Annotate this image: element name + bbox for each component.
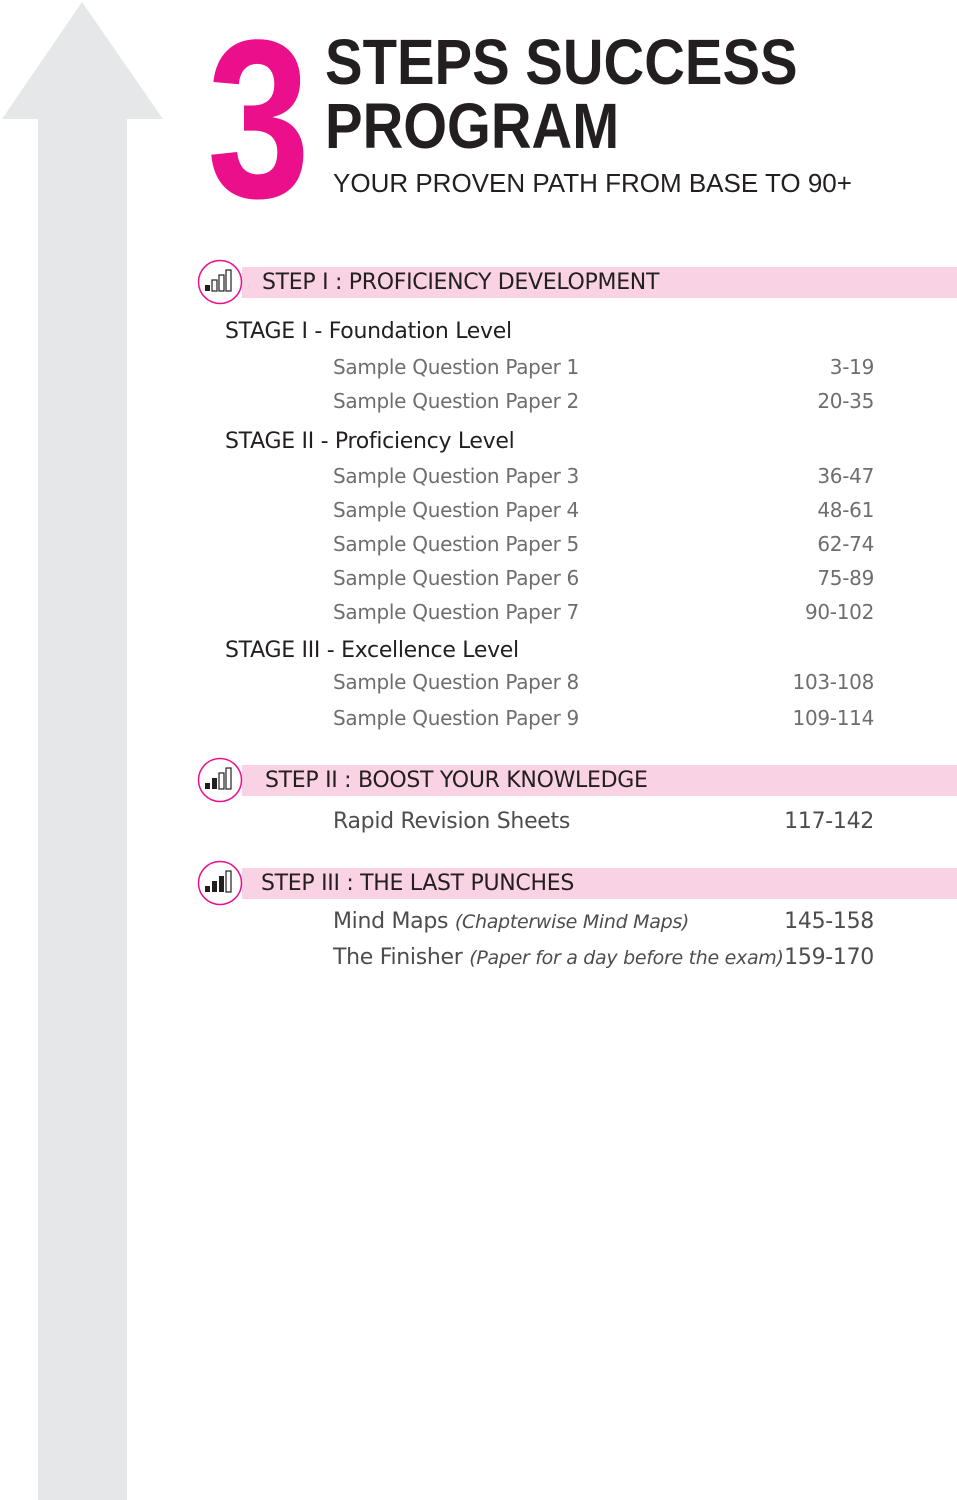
step-2-title: STEP II : BOOST YOUR KNOWLEDGE <box>265 768 648 793</box>
list-item-pages: 36-47 <box>817 464 874 488</box>
list-item-pages: 103-108 <box>792 670 874 694</box>
title-line-1: STEPS SUCCESS <box>325 26 798 98</box>
list-item-label: Mind Maps <box>333 909 449 934</box>
list-item-label: Sample Question Paper 8 <box>333 670 579 694</box>
page-title <box>325 26 798 162</box>
list-item-label: The Finisher <box>333 945 463 970</box>
progress-arrow <box>0 0 170 1500</box>
list-item-pages: 20-35 <box>817 389 874 413</box>
list-item-pages: 90-102 <box>804 600 874 624</box>
list-item-label: Sample Question Paper 4 <box>333 498 579 522</box>
list-item <box>333 464 874 490</box>
signal-bars-icon <box>197 259 243 305</box>
list-item <box>333 532 874 558</box>
list-item-note: (Paper for a day before the exam) <box>469 947 784 969</box>
list-item-pages: 48-61 <box>817 498 874 522</box>
step-1-title: STEP I : PROFICIENCY DEVELOPMENT <box>262 270 660 295</box>
list-item-label: Sample Question Paper 2 <box>333 389 579 413</box>
list-item-pages: 117-142 <box>784 809 874 834</box>
title-line-2: PROGRAM <box>325 90 620 162</box>
step-count-number: 3 <box>207 0 307 245</box>
page-subtitle: YOUR PROVEN PATH FROM BASE TO 90+ <box>333 168 852 198</box>
list-item-pages: 145-158 <box>784 909 874 934</box>
list-item-label: Sample Question Paper 5 <box>333 532 579 556</box>
list-item-pages: 3-19 <box>829 355 874 379</box>
list-item <box>333 498 874 524</box>
list-item-label: Rapid Revision Sheets <box>333 809 571 834</box>
stage-3-title: STAGE III - Excellence Level <box>225 638 519 663</box>
list-item <box>333 389 874 415</box>
list-item <box>333 566 874 592</box>
list-item-note: (Chapterwise Mind Maps) <box>454 911 690 933</box>
signal-bars-icon <box>197 860 243 906</box>
list-item <box>333 600 874 626</box>
list-item <box>333 945 874 971</box>
signal-bars-icon <box>197 757 243 803</box>
list-item <box>333 909 874 935</box>
list-item <box>333 706 874 732</box>
step-3-title: STEP III : THE LAST PUNCHES <box>261 871 575 896</box>
stage-1-title: STAGE I - Foundation Level <box>225 319 512 344</box>
list-item-label: Sample Question Paper 6 <box>333 566 579 590</box>
list-item <box>333 355 874 381</box>
list-item-pages: 62-74 <box>817 532 874 556</box>
list-item-label: Sample Question Paper 3 <box>333 464 579 488</box>
list-item-label: Sample Question Paper 1 <box>333 355 579 379</box>
stage-2-title: STAGE II - Proficiency Level <box>225 429 515 454</box>
list-item-pages: 109-114 <box>792 706 874 730</box>
list-item-label: Sample Question Paper 7 <box>333 600 579 624</box>
list-item <box>333 670 874 696</box>
list-item-pages: 75-89 <box>817 566 874 590</box>
list-item-label: Sample Question Paper 9 <box>333 706 579 730</box>
list-item <box>333 809 874 835</box>
list-item-pages: 159-170 <box>784 945 874 970</box>
